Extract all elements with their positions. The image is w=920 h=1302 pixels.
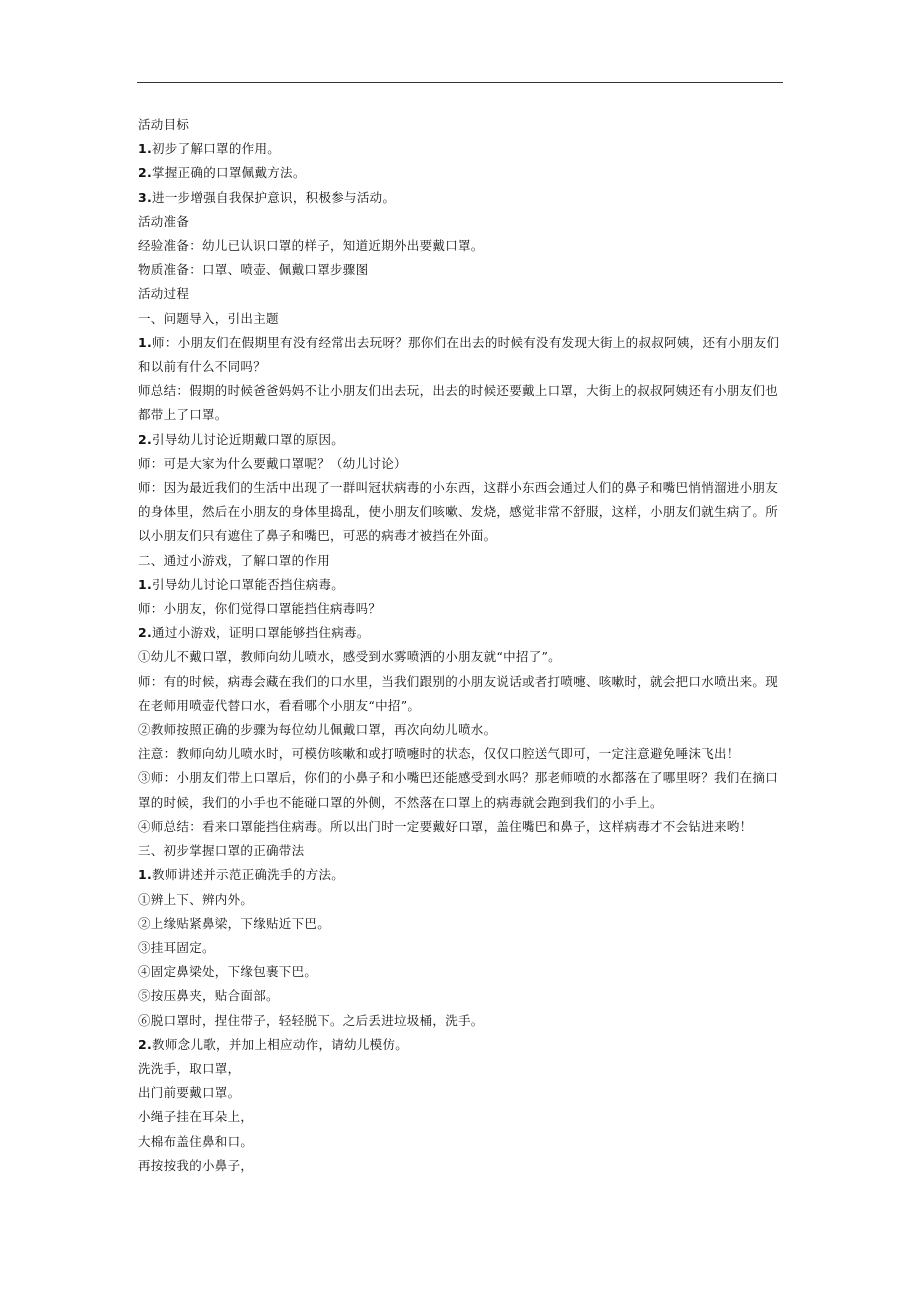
header-rule: [137, 82, 783, 83]
paragraph: [138, 307, 784, 331]
paragraph: [138, 549, 784, 573]
paragraph: [138, 186, 784, 210]
list-number: 2.: [138, 431, 153, 447]
list-number: 2.: [138, 165, 153, 181]
list-number: 3.: [138, 189, 153, 205]
list-number: 1.: [138, 334, 153, 350]
paragraph-text: 引导幼儿讨论口罩能否挡住病毒。: [152, 576, 345, 592]
paragraph-text: 掌握正确的口罩佩戴方法。: [152, 165, 306, 181]
paragraph-text: 活动准备: [138, 213, 190, 229]
paragraph: [138, 379, 784, 427]
paragraph: [138, 331, 784, 379]
paragraph-text: ①辨上下、辨内外。: [138, 891, 254, 907]
paragraph: [138, 718, 784, 742]
paragraph-text: ③师：小朋友们带上口罩后，你们的小鼻子和小嘴巴还能感受到水吗？那老师喷的水都落在了哪里呀？我们在摘口罩的时候，我们的小手也不能碰口罩的外侧，不然落在口罩上的病毒就会跑到我们的小手上。: [138, 770, 779, 810]
paragraph-text: 师：有的时候，病毒会藏在我们的口水里，当我们跟别的小朋友说话或者打喷嚏、咳嗽时，就会把口水喷出来。现在老师用喷壶代替口水，看看哪个小朋友“中招”。: [138, 673, 779, 713]
paragraph: [138, 1057, 784, 1081]
paragraph: [138, 815, 784, 839]
paragraph: [138, 645, 784, 669]
paragraph: [138, 839, 784, 863]
paragraph-text: 师：可是大家为什么要戴口罩呢？（幼儿讨论）: [138, 455, 407, 471]
paragraph: [138, 1130, 784, 1154]
paragraph-text: 经验准备：幼儿已认识口罩的样子，知道近期外出要戴口罩。: [138, 238, 484, 254]
paragraph: [138, 597, 784, 621]
paragraph-text: ④固定鼻梁处，下缘包裹下巴。: [138, 964, 318, 980]
paragraph: [138, 1081, 784, 1105]
paragraph: [138, 670, 784, 718]
paragraph-text: 活动过程: [138, 286, 190, 302]
paragraph: [138, 452, 784, 476]
paragraph: [138, 210, 784, 234]
list-number: 1.: [138, 141, 153, 157]
paragraph: [138, 137, 784, 161]
paragraph-text: 师：因为最近我们的生活中出现了一群叫冠状病毒的小东西，这群小东西会通过人们的鼻子和嘴巴悄悄溜进小朋友的身体里，然后在小朋友的身体里捣乱，使小朋友们咳嗽、发烧，感觉非常不舒服，这样，小朋友们就生病了。所以小朋友们只有遮住了鼻子和嘴巴，可恶的病毒才被挡在外面。: [138, 480, 779, 544]
paragraph-text: ②上缘贴紧鼻梁，下缘贴近下巴。: [138, 915, 331, 931]
paragraph-text: 教师讲述并示范正确洗手的方法。: [152, 867, 345, 883]
paragraph-text: 活动目标: [138, 117, 190, 132]
paragraph-text: 大棉布盖住鼻和口。: [138, 1133, 254, 1149]
paragraph-text: ④师总结：看来口罩能挡住病毒。所以出门时一定要戴好口罩，盖住嘴巴和鼻子，这样病毒才不会钻进来哟！: [138, 818, 753, 834]
paragraph-text: 洗洗手，取口罩，: [138, 1060, 241, 1076]
paragraph: [138, 161, 784, 185]
paragraph-text: 物质准备：口罩、喷壶、佩戴口罩步骤图: [138, 262, 369, 278]
paragraph-text: 三、初步掌握口罩的正确带法: [138, 843, 305, 859]
paragraph: [138, 936, 784, 960]
paragraph: [138, 573, 784, 597]
paragraph-text: 再按按我的小鼻子，: [138, 1157, 254, 1173]
list-number: 2.: [138, 1036, 153, 1052]
paragraph: [138, 428, 784, 452]
paragraph: [138, 234, 784, 258]
paragraph-text: ①幼儿不戴口罩，教师向幼儿喷水，感受到水雾喷洒的小朋友就“中招了”。: [138, 649, 561, 665]
paragraph: [138, 863, 784, 887]
paragraph-text: 师：小朋友们在假期里有没有经常出去玩呀？那你们在出去的时候有没有发现大街上的叔叔阿姨，还有小朋友们和以前有什么不同吗？: [138, 334, 780, 375]
paragraph: [138, 984, 784, 1008]
paragraph: [138, 1009, 784, 1033]
paragraph: [138, 1105, 784, 1129]
paragraph-text: 师总结：假期的时候爸爸妈妈不让小朋友们出去玩，出去的时候还要戴上口罩，大街上的叔叔阿姨还有小朋友们也都带上了口罩。: [138, 383, 779, 423]
document-body: [138, 113, 784, 1178]
list-number: 2.: [138, 625, 153, 641]
paragraph: [138, 912, 784, 936]
paragraph: [138, 258, 784, 282]
paragraph-text: 注意：教师向幼儿喷水时，可模仿咳嗽和或打喷嚏时的状态，仅仅口腔送气即可，一定注意避免唾沫飞出！: [138, 746, 740, 762]
paragraph: [138, 476, 784, 549]
paragraph-text: 一、问题导入，引出主题: [138, 310, 279, 326]
paragraph: [138, 888, 784, 912]
list-number: 1.: [138, 576, 153, 592]
paragraph-text: ⑥脱口罩时，捏住带子，轻轻脱下。之后丢进垃圾桶，洗手。: [138, 1012, 484, 1028]
paragraph-text: 初步了解口罩的作用。: [152, 141, 281, 157]
paragraph: [138, 766, 784, 814]
paragraph: [138, 621, 784, 645]
paragraph: [138, 113, 784, 137]
paragraph-text: ②教师按照正确的步骤为每位幼儿佩戴口罩，再次向幼儿喷水。: [138, 722, 497, 738]
paragraph: [138, 282, 784, 306]
paragraph-text: 小绳子挂在耳朵上，: [138, 1109, 254, 1125]
paragraph-text: 进一步增强自我保护意识，积极参与活动。: [152, 189, 396, 205]
paragraph-text: ③挂耳固定。: [138, 939, 215, 955]
paragraph: [138, 960, 784, 984]
paragraph: [138, 742, 784, 766]
paragraph-text: 师：小朋友，你们觉得口罩能挡住病毒吗？: [138, 601, 382, 617]
paragraph-text: 出门前要戴口罩。: [138, 1085, 241, 1101]
paragraph-text: 二、通过小游戏，了解口罩的作用: [138, 552, 331, 568]
paragraph-text: 引导幼儿讨论近期戴口罩的原因。: [152, 431, 345, 447]
list-number: 1.: [138, 867, 153, 883]
paragraph-text: ⑤按压鼻夹，贴合面部。: [138, 988, 279, 1004]
paragraph-text: 通过小游戏，证明口罩能够挡住病毒。: [152, 625, 370, 641]
paragraph: [138, 1033, 784, 1057]
paragraph: [138, 1154, 784, 1178]
paragraph-text: 教师念儿歌，并加上相应动作，请幼儿模仿。: [152, 1036, 409, 1052]
